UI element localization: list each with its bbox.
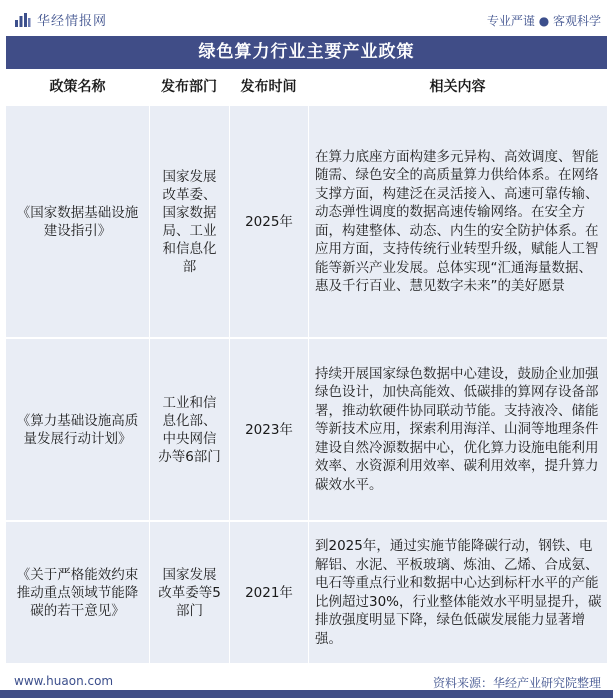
department-cell: 工业和信息化部、中央网信办等6部门 (158, 394, 221, 465)
bar-chart-logo-icon (14, 11, 31, 28)
column-header-date: 发布时间 (240, 79, 297, 95)
policy-name-cell: 《关于严格能效约束推动重点领域节能降碳的若干意见》 (16, 566, 139, 619)
page-title: 绿色算力行业主要产业政策 (198, 42, 415, 62)
column-header-department: 发布部门 (161, 79, 217, 95)
slogan: 专业严谨 ● 客观科学 (486, 14, 601, 28)
table-row (6, 339, 607, 520)
bottom-accent-bar (0, 690, 613, 698)
source-note: 资料来源：华经产业研究院整理 (432, 676, 601, 690)
content-cell: 在算力底座方面构建多元异构、高效调度、智能随需、绿色安全的高质量算力供给体系。在网络支撑方面，构建泛在灵活接入、高速可靠传输、动态弹性调度的数据高速传输网络。在安全方面，构建整体、动态、内生的安全防护体系。在应用方面，支持传统行业转型升级，赋能人工智能等新兴产业发展。总体实现“汇通海量数据、惠及千行百业、慧见数字未来”的美好愿景 (315, 148, 599, 294)
content-cell: 持续开展国家绿色数据中心建设，鼓励企业加强绿色设计，加快高能效、低碳排的算网存设备部署，推动软硬件协同联动节能。支持液冷、储能等新技术应用，探索利用海洋、山洞等地理条件建设自然冷源数据中心，优化算力设施电能利用效率、水资源利用效率、碳利用效率，提升算力碳效水平。 (315, 365, 599, 493)
department-cell: 国家发展改革委、国家数据局、工业和信息化部 (162, 168, 217, 275)
policy-name-cell: 《国家数据基础设施建设指引》 (16, 204, 139, 239)
logo-text: 华经情报网 (37, 14, 108, 29)
table-row (6, 522, 607, 663)
table-header (6, 69, 607, 105)
date-cell: 2025年 (245, 213, 293, 230)
column-header-content: 相关内容 (429, 79, 486, 95)
brand-logo[interactable] (14, 10, 107, 29)
content-cell: 到2025年，通过实施节能降碳行动，钢铁、电解铝、水泥、平板玻璃、炼油、乙烯、合成氨、电石等重点行业和数据中心达到标杆水平的产能比例超过30%，行业整体能效水平明显提升，碳排放强度明显下降，绿色低碳发展能力显著增强。 (315, 538, 602, 647)
date-cell: 2023年 (245, 421, 293, 438)
title-bar (6, 36, 607, 69)
column-header-policy-name: 政策名称 (49, 79, 106, 95)
policy-name-cell: 《算力基础设施高质量发展行动计划》 (16, 412, 139, 447)
table-row (6, 106, 607, 337)
department-cell: 国家发展改革委等5部门 (158, 566, 221, 619)
website-link[interactable]: www.huaon.com (14, 674, 114, 688)
top-bar (0, 0, 613, 36)
date-cell: 2021年 (245, 584, 293, 601)
